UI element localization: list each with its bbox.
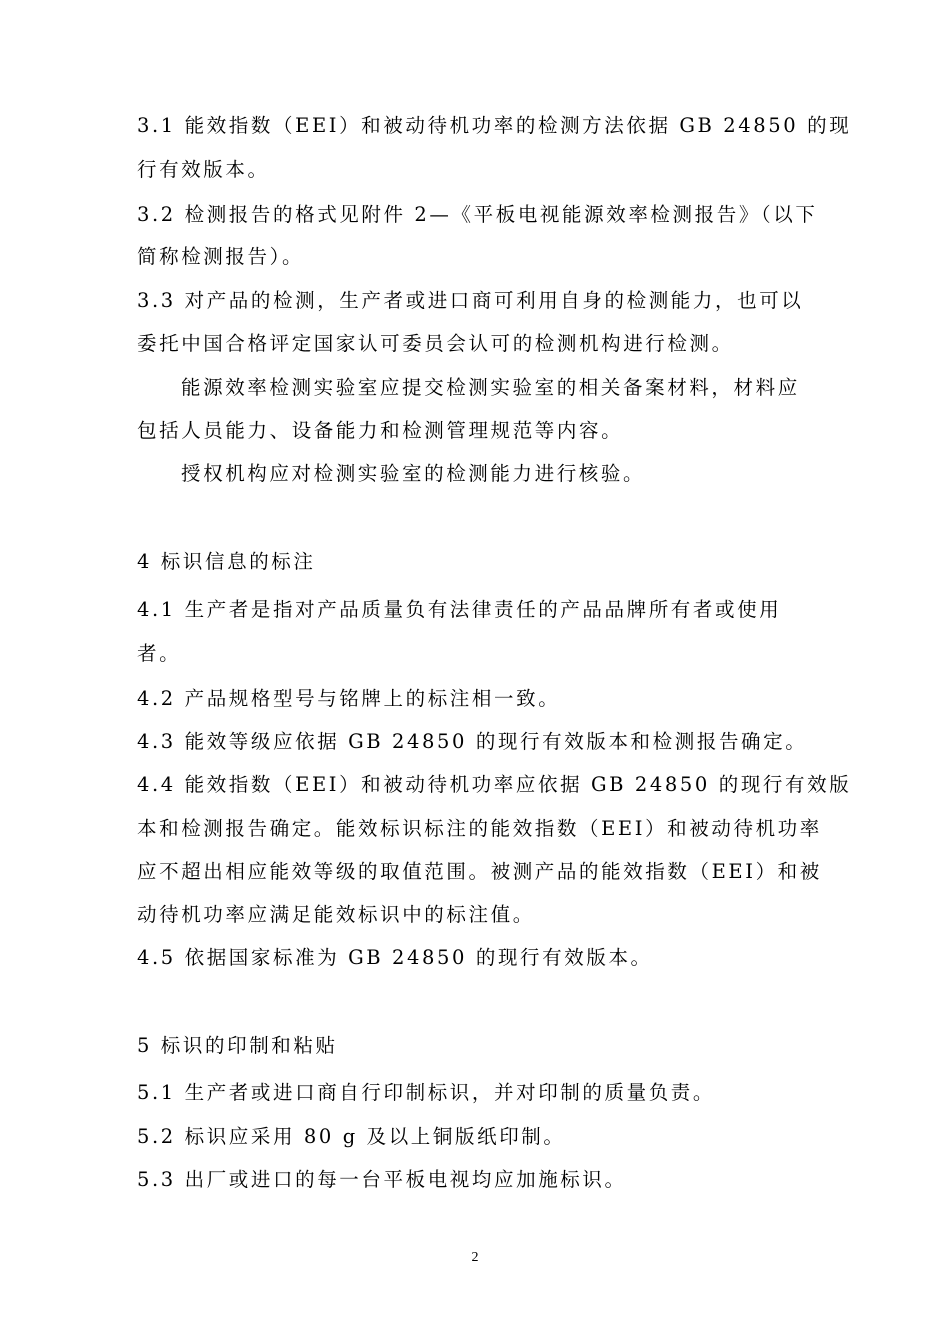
page-number: 2 bbox=[471, 1250, 479, 1265]
paragraph-3-2-line-1: 3.2 检测报告的格式见附件 2—《平板电视能源效率检测报告》（以下 bbox=[137, 203, 818, 226]
paragraph-4-5: 4.5 依据国家标准为 GB 24850 的现行有效版本。 bbox=[137, 946, 653, 969]
heading-section-5: 5 标识的印制和粘贴 bbox=[137, 1034, 338, 1057]
paragraph-3-3-line-1: 3.3 对产品的检测，生产者或进口商可利用自身的检测能力，也可以 bbox=[137, 289, 804, 312]
paragraph-lab-line-2: 包括人员能力、设备能力和检测管理规范等内容。 bbox=[137, 419, 624, 442]
paragraph-4-1-line-1: 4.1 生产者是指对产品质量负有法律责任的产品品牌所有者或使用 bbox=[137, 598, 782, 621]
paragraph-5-2: 5.2 标识应采用 80 g 及以上铜版纸印制。 bbox=[137, 1125, 566, 1148]
paragraph-4-2: 4.2 产品规格型号与铭牌上的标注相一致。 bbox=[137, 687, 561, 710]
paragraph-4-1-line-2: 者。 bbox=[137, 642, 182, 665]
paragraph-3-1-line-1: 3.1 能效指数（EEI）和被动待机功率的检测方法依据 GB 24850 的现 bbox=[137, 114, 852, 137]
paragraph-3-3-line-2: 委托中国合格评定国家认可委员会认可的检测机构进行检测。 bbox=[137, 332, 734, 355]
paragraph-lab-line-1: 能源效率检测实验室应提交检测实验室的相关备案材料，材料应 bbox=[181, 376, 800, 399]
paragraph-4-4-line-3: 应不超出相应能效等级的取值范围。被测产品的能效指数（EEI）和被 bbox=[137, 860, 822, 883]
paragraph-4-4-line-1: 4.4 能效指数（EEI）和被动待机功率应依据 GB 24850 的现行有效版 bbox=[137, 773, 852, 796]
heading-section-4: 4 标识信息的标注 bbox=[137, 550, 316, 573]
paragraph-4-4-line-2: 本和检测报告确定。能效标识标注的能效指数（EEI）和被动待机功率 bbox=[137, 817, 822, 840]
paragraph-4-4-line-4: 动待机功率应满足能效标识中的标注值。 bbox=[137, 903, 535, 926]
paragraph-3-2-line-2: 简称检测报告）。 bbox=[137, 245, 305, 268]
paragraph-3-1-line-2: 行有效版本。 bbox=[137, 158, 270, 181]
paragraph-authority: 授权机构应对检测实验室的检测能力进行核验。 bbox=[181, 462, 646, 485]
paragraph-5-1: 5.1 生产者或进口商自行印制标识，并对印制的质量负责。 bbox=[137, 1081, 716, 1104]
paragraph-5-3: 5.3 出厂或进口的每一台平板电视均应加施标识。 bbox=[137, 1168, 627, 1191]
paragraph-4-3: 4.3 能效等级应依据 GB 24850 的现行有效版本和检测报告确定。 bbox=[137, 730, 808, 753]
